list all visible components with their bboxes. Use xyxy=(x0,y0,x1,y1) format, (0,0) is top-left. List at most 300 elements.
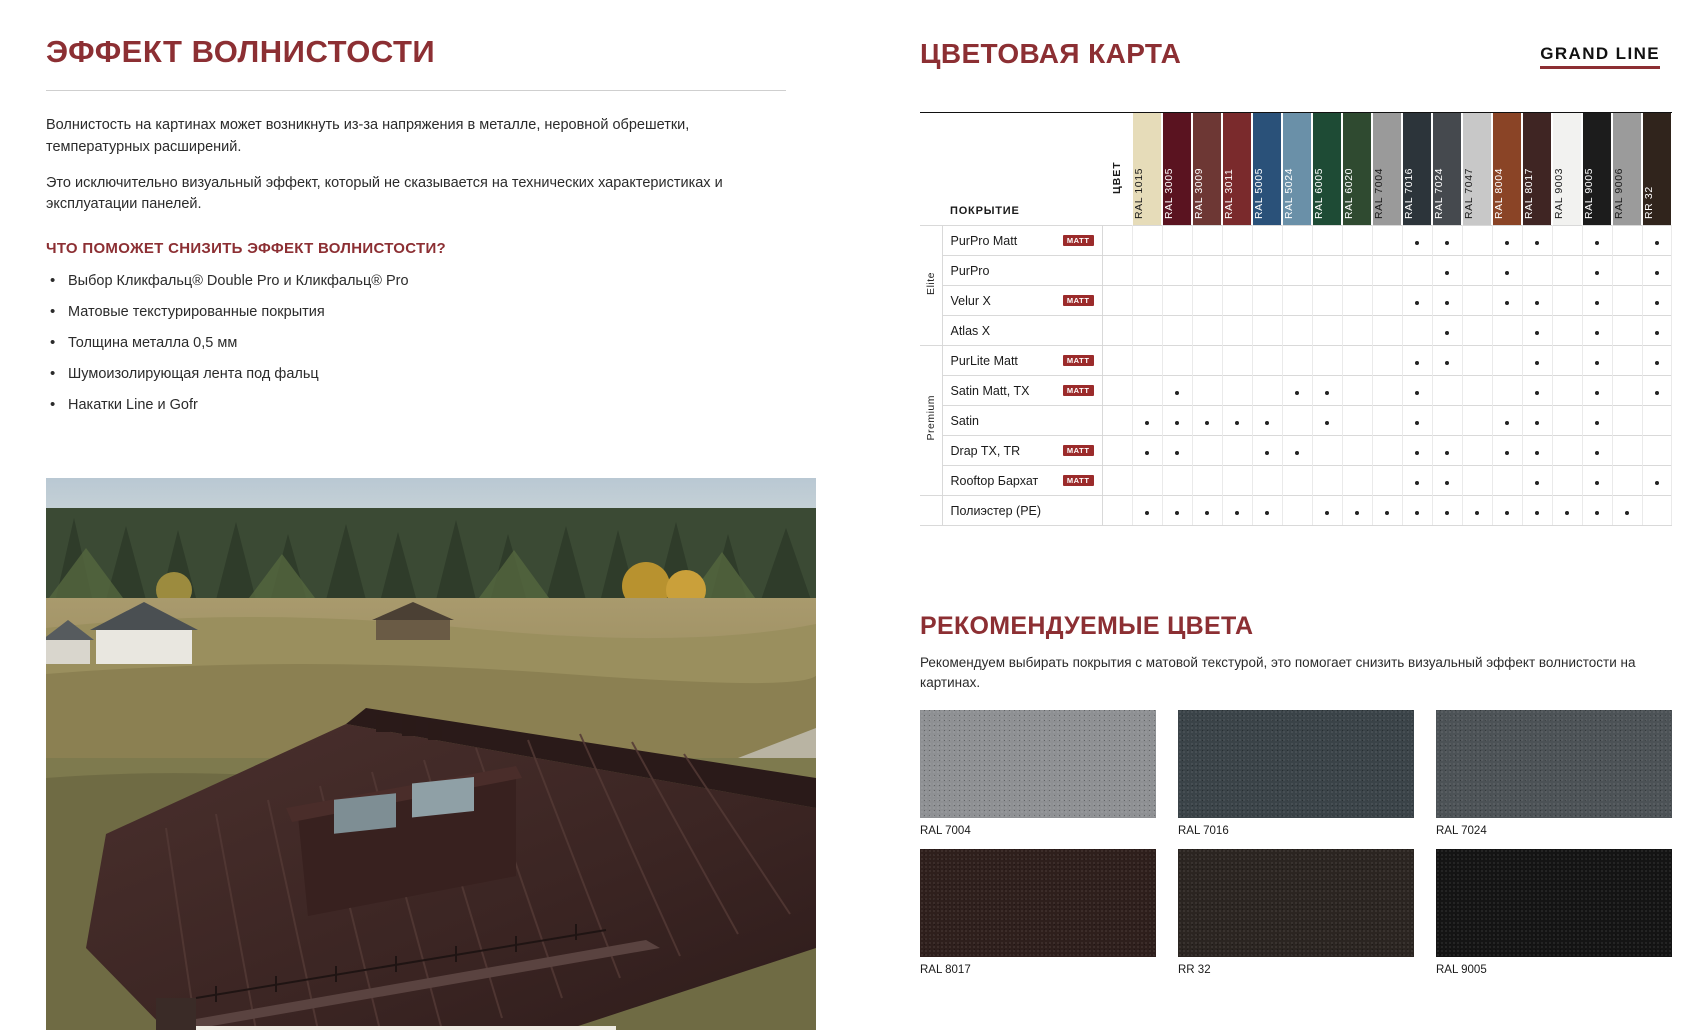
availability-dot xyxy=(1655,331,1659,335)
availability-cell xyxy=(1222,226,1252,256)
availability-dot xyxy=(1265,421,1269,425)
availability-cell xyxy=(1312,316,1342,346)
availability-cell xyxy=(1612,466,1642,496)
availability-dot xyxy=(1505,271,1509,275)
availability-cell xyxy=(1552,406,1582,436)
table-row xyxy=(920,286,1672,316)
availability-cell xyxy=(1312,256,1342,286)
availability-cell xyxy=(1342,286,1372,316)
availability-dot xyxy=(1655,391,1659,395)
availability-dot xyxy=(1385,511,1389,515)
recommended-title: РЕКОМЕНДУЕМЫЕ ЦВЕТА xyxy=(920,612,1254,640)
availability-cell xyxy=(1342,496,1372,526)
availability-cell xyxy=(1282,466,1312,496)
availability-cell xyxy=(1552,286,1582,316)
table-row xyxy=(920,376,1672,406)
availability-cell xyxy=(1552,256,1582,286)
availability-cell xyxy=(1582,436,1612,466)
availability-cell xyxy=(1252,226,1282,256)
availability-cell xyxy=(1462,286,1492,316)
availability-cell xyxy=(1462,466,1492,496)
availability-dot xyxy=(1325,511,1329,515)
brand-logo-text: GRAND LINE xyxy=(1540,44,1660,63)
availability-cell xyxy=(1492,376,1522,406)
availability-cell xyxy=(1582,316,1612,346)
availability-cell xyxy=(1162,286,1192,316)
availability-cell xyxy=(1162,346,1192,376)
availability-cell xyxy=(1612,346,1642,376)
availability-cell xyxy=(1402,256,1432,286)
availability-dot xyxy=(1505,421,1509,425)
color-code-label: RAL 7024 xyxy=(1433,167,1445,219)
recommended-color-swatch xyxy=(920,849,1156,957)
availability-cell xyxy=(1492,436,1522,466)
availability-cell xyxy=(1522,376,1552,406)
availability-dot xyxy=(1415,301,1419,305)
availability-cell xyxy=(1372,226,1402,256)
matt-badge: MATT xyxy=(1063,475,1094,486)
color-header-spacer-cell xyxy=(1102,466,1132,496)
availability-dot xyxy=(1445,361,1449,365)
availability-dot xyxy=(1535,421,1539,425)
availability-dot xyxy=(1445,331,1449,335)
availability-cell xyxy=(1222,406,1252,436)
availability-dot xyxy=(1565,511,1569,515)
availability-dot xyxy=(1265,451,1269,455)
availability-cell xyxy=(1462,226,1492,256)
color-header-spacer-cell xyxy=(1102,406,1132,436)
table-row xyxy=(920,226,1672,256)
availability-dot xyxy=(1535,331,1539,335)
color-code-label: RAL 3009 xyxy=(1193,167,1205,219)
availability-cell xyxy=(1192,376,1222,406)
availability-dot xyxy=(1595,301,1599,305)
recommended-color-caption: RAL 7024 xyxy=(1436,825,1487,838)
color-code-label: RAL 9003 xyxy=(1553,167,1565,219)
availability-dot xyxy=(1505,241,1509,245)
color-swatch-header xyxy=(1432,113,1462,226)
availability-cell xyxy=(1222,286,1252,316)
availability-dot xyxy=(1445,511,1449,515)
color-header-spacer-cell xyxy=(1102,436,1132,466)
availability-cell xyxy=(1222,466,1252,496)
availability-cell xyxy=(1252,376,1282,406)
color-swatch-header xyxy=(1492,113,1522,226)
availability-cell xyxy=(1432,256,1462,286)
recommended-color-caption: RAL 8017 xyxy=(920,964,971,977)
availability-cell xyxy=(1192,436,1222,466)
availability-dot xyxy=(1595,241,1599,245)
availability-cell xyxy=(1312,286,1342,316)
availability-dot xyxy=(1595,391,1599,395)
availability-cell xyxy=(1312,376,1342,406)
availability-cell xyxy=(1192,316,1222,346)
color-code-label: RAL 7016 xyxy=(1403,167,1415,219)
texture-overlay xyxy=(920,710,1156,818)
recommended-color-swatch xyxy=(1436,849,1672,957)
availability-cell xyxy=(1642,436,1672,466)
availability-dot xyxy=(1505,301,1509,305)
color-swatch-header xyxy=(1132,113,1162,226)
page-title: ЭФФЕКТ ВОЛНИСТОСТИ xyxy=(46,34,436,69)
availability-dot xyxy=(1205,511,1209,515)
availability-dot xyxy=(1535,301,1539,305)
availability-dot xyxy=(1535,241,1539,245)
recommended-color-swatch xyxy=(1178,710,1414,818)
availability-cell xyxy=(1282,286,1312,316)
availability-dot xyxy=(1265,511,1269,515)
availability-cell xyxy=(1462,346,1492,376)
availability-cell xyxy=(1372,316,1402,346)
coating-name-cell: Rooftop Бархат MATT xyxy=(942,466,1102,496)
matt-badge: MATT xyxy=(1063,355,1094,366)
color-swatch-header xyxy=(1612,113,1642,226)
availability-dot xyxy=(1295,451,1299,455)
texture-overlay xyxy=(920,849,1156,957)
availability-cell xyxy=(1552,316,1582,346)
availability-cell xyxy=(1342,346,1372,376)
list-item: • Накатки Line и Gofr xyxy=(46,395,836,416)
availability-cell xyxy=(1192,256,1222,286)
availability-cell xyxy=(1612,406,1642,436)
availability-cell xyxy=(1582,346,1612,376)
recommended-color-tile xyxy=(1178,710,1414,837)
availability-cell xyxy=(1132,406,1162,436)
availability-dot xyxy=(1235,421,1239,425)
availability-cell xyxy=(1462,256,1492,286)
table-row xyxy=(920,496,1672,526)
availability-cell xyxy=(1492,256,1522,286)
list-item: • Толщина металла 0,5 мм xyxy=(46,333,836,354)
recommended-color-swatch xyxy=(1178,849,1414,957)
availability-cell xyxy=(1522,436,1552,466)
availability-cell xyxy=(1252,406,1282,436)
availability-dot xyxy=(1595,271,1599,275)
availability-cell xyxy=(1282,346,1312,376)
availability-dot xyxy=(1175,511,1179,515)
availability-dot xyxy=(1445,451,1449,455)
color-swatch-header xyxy=(1642,113,1672,226)
recommended-color-tile xyxy=(920,710,1156,837)
availability-cell xyxy=(1522,406,1552,436)
availability-cell xyxy=(1582,376,1612,406)
availability-cell xyxy=(1612,436,1642,466)
availability-cell xyxy=(1312,406,1342,436)
color-code-label: RAL 8004 xyxy=(1493,167,1505,219)
availability-dot xyxy=(1415,421,1419,425)
availability-dot xyxy=(1295,391,1299,395)
color-swatch-header xyxy=(1552,113,1582,226)
availability-cell xyxy=(1642,376,1672,406)
color-swatch-header xyxy=(1312,113,1342,226)
availability-cell xyxy=(1552,346,1582,376)
availability-cell xyxy=(1612,496,1642,526)
color-swatch-header xyxy=(1402,113,1432,226)
availability-cell xyxy=(1342,226,1372,256)
availability-cell xyxy=(1372,406,1402,436)
availability-cell xyxy=(1612,286,1642,316)
availability-cell xyxy=(1282,406,1312,436)
availability-cell xyxy=(1342,466,1372,496)
availability-cell xyxy=(1582,226,1612,256)
recommended-description: Рекомендуем выбирать покрытия с матовой текстурой, это помогает снизить визуальный эффект волнистости на картинах. xyxy=(920,655,1636,690)
availability-cell xyxy=(1312,436,1342,466)
availability-dot xyxy=(1175,421,1179,425)
availability-dot xyxy=(1415,241,1419,245)
availability-cell xyxy=(1312,226,1342,256)
availability-cell xyxy=(1612,256,1642,286)
availability-cell xyxy=(1432,496,1462,526)
recommended-color-tile xyxy=(920,849,1156,976)
color-swatch-header xyxy=(1372,113,1402,226)
tips-list xyxy=(46,271,836,416)
color-column-header: ЦВЕТ xyxy=(1111,161,1123,195)
availability-cell xyxy=(1642,286,1672,316)
availability-cell xyxy=(1192,466,1222,496)
availability-dot xyxy=(1145,451,1149,455)
availability-cell xyxy=(1492,346,1522,376)
recommended-color-caption: RAL 7004 xyxy=(920,825,971,838)
table-row xyxy=(920,256,1672,286)
availability-cell xyxy=(1162,256,1192,286)
coating-name-cell: PurLite Matt MATT xyxy=(942,346,1102,376)
availability-cell xyxy=(1582,406,1612,436)
availability-cell xyxy=(1372,466,1402,496)
availability-cell xyxy=(1222,316,1252,346)
availability-dot xyxy=(1415,481,1419,485)
coating-group-label: Premium xyxy=(920,346,942,496)
color-swatch-header xyxy=(1342,113,1372,226)
coating-name-cell: Atlas X xyxy=(942,316,1102,346)
coating-name-cell: PurPro xyxy=(942,256,1102,286)
availability-cell xyxy=(1132,316,1162,346)
color-swatch-header xyxy=(1282,113,1312,226)
availability-dot xyxy=(1355,511,1359,515)
availability-cell xyxy=(1462,436,1492,466)
availability-cell xyxy=(1582,256,1612,286)
availability-dot xyxy=(1625,511,1629,515)
color-table-wrapper xyxy=(920,112,1672,526)
availability-dot xyxy=(1145,511,1149,515)
color-swatch-header xyxy=(1522,113,1552,226)
availability-cell xyxy=(1462,376,1492,406)
availability-dot xyxy=(1445,241,1449,245)
availability-cell xyxy=(1552,376,1582,406)
availability-cell xyxy=(1402,406,1432,436)
availability-cell xyxy=(1372,346,1402,376)
color-header-spacer-cell xyxy=(1102,496,1132,526)
availability-cell xyxy=(1492,316,1522,346)
recommended-color-tile xyxy=(1436,849,1672,976)
availability-dot xyxy=(1595,421,1599,425)
matt-badge: MATT xyxy=(1063,235,1094,246)
availability-cell xyxy=(1222,436,1252,466)
availability-cell xyxy=(1282,376,1312,406)
roof-photo xyxy=(46,478,816,1030)
availability-dot xyxy=(1535,391,1539,395)
availability-cell xyxy=(1192,346,1222,376)
availability-cell xyxy=(1132,286,1162,316)
availability-cell xyxy=(1642,466,1672,496)
section-subtitle: ЧТО ПОМОЖЕТ СНИЗИТЬ ЭФФЕКТ ВОЛНИСТОСТИ? xyxy=(46,240,447,257)
table-row xyxy=(920,466,1672,496)
availability-cell xyxy=(1492,286,1522,316)
availability-cell xyxy=(1252,286,1282,316)
availability-cell xyxy=(1642,406,1672,436)
availability-cell xyxy=(1132,436,1162,466)
recommended-color-swatch xyxy=(920,710,1156,818)
availability-cell xyxy=(1522,496,1552,526)
availability-cell xyxy=(1312,466,1342,496)
availability-cell xyxy=(1192,286,1222,316)
availability-dot xyxy=(1595,511,1599,515)
texture-overlay xyxy=(1436,710,1672,818)
color-swatch-header xyxy=(1582,113,1612,226)
color-code-label: RAL 1015 xyxy=(1133,167,1145,219)
availability-cell xyxy=(1162,496,1192,526)
availability-cell xyxy=(1402,316,1432,346)
availability-cell xyxy=(1342,256,1372,286)
availability-cell xyxy=(1402,346,1432,376)
matt-badge: MATT xyxy=(1063,385,1094,396)
coating-name-cell: Velur X MATT xyxy=(942,286,1102,316)
availability-cell xyxy=(1432,226,1462,256)
color-code-label: RR 32 xyxy=(1643,186,1655,219)
availability-dot xyxy=(1595,481,1599,485)
coating-name-cell: PurPro Matt MATT xyxy=(942,226,1102,256)
availability-cell xyxy=(1552,496,1582,526)
color-swatch-header xyxy=(1462,113,1492,226)
availability-dot xyxy=(1535,451,1539,455)
availability-cell xyxy=(1612,316,1642,346)
color-code-label: RAL 8017 xyxy=(1523,167,1535,219)
availability-dot xyxy=(1655,481,1659,485)
recommended-color-tile xyxy=(1178,849,1414,976)
availability-dot xyxy=(1415,391,1419,395)
availability-cell xyxy=(1402,466,1432,496)
availability-dot xyxy=(1175,451,1179,455)
availability-cell xyxy=(1582,496,1612,526)
recommended-color-swatch xyxy=(1436,710,1672,818)
availability-dot xyxy=(1655,361,1659,365)
availability-cell xyxy=(1162,316,1192,346)
availability-cell xyxy=(1522,226,1552,256)
availability-cell xyxy=(1372,256,1402,286)
availability-cell xyxy=(1222,496,1252,526)
recommended-color-caption: RAL 9005 xyxy=(1436,964,1487,977)
availability-cell xyxy=(1192,226,1222,256)
table-row xyxy=(920,346,1672,376)
coating-name-cell: Полиэстер (PE) xyxy=(942,496,1102,526)
color-header-spacer-cell xyxy=(1102,346,1132,376)
availability-cell xyxy=(1432,406,1462,436)
availability-cell xyxy=(1492,226,1522,256)
color-code-label: RAL 9006 xyxy=(1613,167,1625,219)
color-code-label: RAL 3005 xyxy=(1163,167,1175,219)
roof-photo-illustration xyxy=(46,478,816,1030)
list-item: • Шумоизолирующая лента под фальц xyxy=(46,364,836,385)
availability-dot xyxy=(1415,511,1419,515)
availability-dot xyxy=(1235,511,1239,515)
header-group-spacer xyxy=(920,113,942,226)
availability-cell xyxy=(1432,316,1462,346)
coating-group-spacer xyxy=(920,496,942,526)
color-swatch-header xyxy=(1252,113,1282,226)
texture-overlay xyxy=(1178,710,1414,818)
availability-cell xyxy=(1522,286,1552,316)
color-header-spacer-cell xyxy=(1102,316,1132,346)
color-table xyxy=(920,113,1672,526)
availability-cell xyxy=(1132,346,1162,376)
texture-overlay xyxy=(1436,849,1672,957)
availability-cell xyxy=(1492,496,1522,526)
availability-cell xyxy=(1492,406,1522,436)
availability-cell xyxy=(1252,436,1282,466)
availability-dot xyxy=(1595,451,1599,455)
availability-dot xyxy=(1505,511,1509,515)
availability-cell xyxy=(1312,346,1342,376)
list-item: • Выбор Кликфальц® Double Pro и Кликфальц® Pro xyxy=(46,271,836,292)
color-swatch-header xyxy=(1222,113,1252,226)
availability-dot xyxy=(1415,451,1419,455)
intro-paragraph-2: Это исключительно визуальный эффект, который не сказывается на технических характеристиках и эксплуатации панелей. xyxy=(46,174,723,213)
list-item: • Матовые текстурированные покрытия xyxy=(46,302,836,323)
color-header-spacer-cell xyxy=(1102,376,1132,406)
left-column xyxy=(46,34,836,426)
table-row xyxy=(920,436,1672,466)
availability-cell xyxy=(1282,226,1312,256)
recommended-color-tile xyxy=(1436,710,1672,837)
availability-cell xyxy=(1582,286,1612,316)
availability-dot xyxy=(1145,421,1149,425)
availability-cell xyxy=(1342,436,1372,466)
availability-cell xyxy=(1642,256,1672,286)
availability-dot xyxy=(1475,511,1479,515)
availability-cell xyxy=(1492,466,1522,496)
texture-overlay xyxy=(1178,849,1414,957)
availability-cell xyxy=(1522,466,1552,496)
availability-cell xyxy=(1342,316,1372,346)
availability-cell xyxy=(1522,256,1552,286)
availability-cell xyxy=(1612,376,1642,406)
availability-cell xyxy=(1582,466,1612,496)
availability-cell xyxy=(1132,226,1162,256)
availability-dot xyxy=(1655,301,1659,305)
color-table-header-row xyxy=(920,113,1672,226)
availability-cell xyxy=(1402,286,1432,316)
coating-name-cell: Satin Matt, TX MATT xyxy=(942,376,1102,406)
availability-cell xyxy=(1522,316,1552,346)
availability-cell xyxy=(1222,256,1252,286)
availability-dot xyxy=(1595,361,1599,365)
availability-cell xyxy=(1192,496,1222,526)
availability-cell xyxy=(1432,376,1462,406)
color-code-label: RAL 5024 xyxy=(1283,167,1295,219)
intro-paragraph-1: Волнистость на картинах может возникнуть из-за напряжения в металле, неровной обрешетки, температурных расширений. xyxy=(46,117,690,155)
availability-cell xyxy=(1312,496,1342,526)
table-row xyxy=(920,406,1672,436)
availability-cell xyxy=(1372,286,1402,316)
color-header-spacer-cell xyxy=(1102,226,1132,256)
availability-cell xyxy=(1162,376,1192,406)
availability-dot xyxy=(1445,301,1449,305)
availability-dot xyxy=(1535,511,1539,515)
availability-cell xyxy=(1162,226,1192,256)
color-swatch-header xyxy=(1192,113,1222,226)
availability-cell xyxy=(1432,466,1462,496)
availability-cell xyxy=(1612,226,1642,256)
availability-cell xyxy=(1252,496,1282,526)
